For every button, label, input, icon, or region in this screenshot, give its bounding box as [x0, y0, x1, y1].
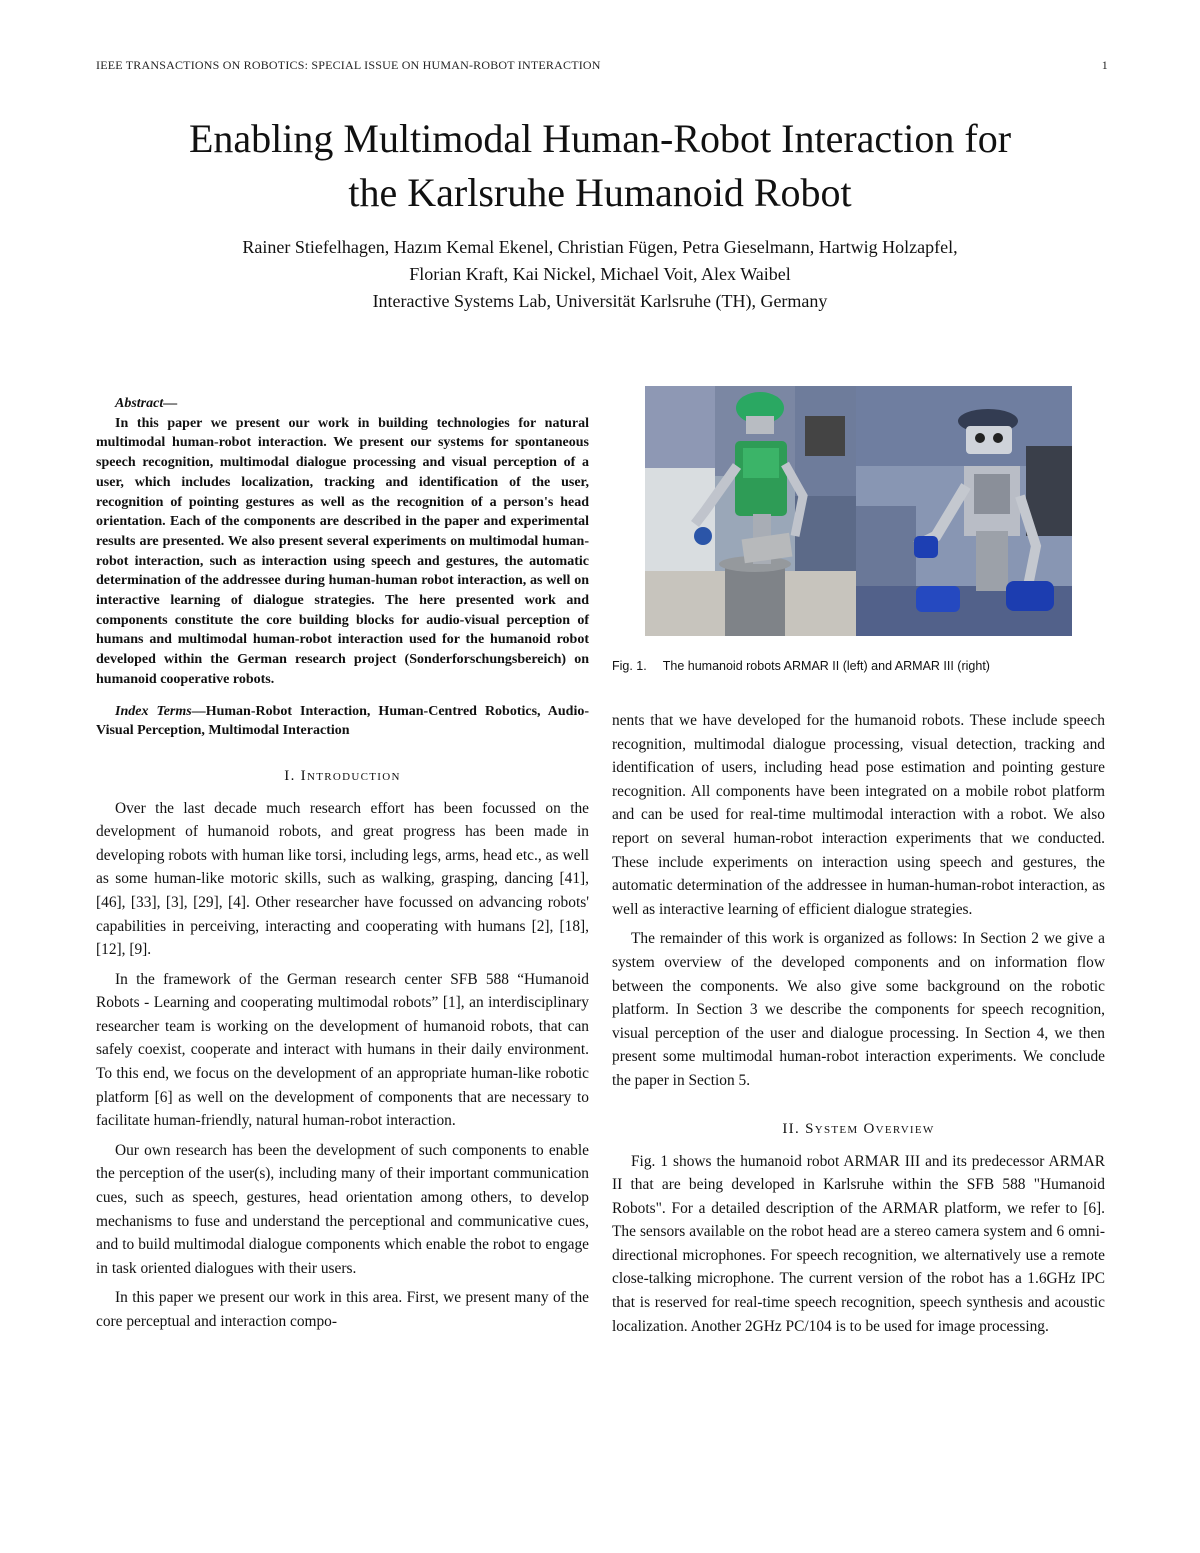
- armar-ii-photo: [645, 386, 859, 636]
- figure-1-label: Fig. 1.: [612, 659, 647, 673]
- system-overview-paragraph-1: Fig. 1 shows the humanoid robot ARMAR III and its predecessor ARMAR II that are being developed in Karlsruhe within the SFB 588 "Humanoid Robots". For a detailed description of the ARMAR platform, we refer to [6]. The sensors available on the robot head are a stereo camera system and 6 omni-directional microphones. For speech recognition, we alternatively use a remote close-talking microphone. The current version of the robot has a 1.6GHz IPC that is reserved for real-time speech recognition, speech synthesis and acoustic localization. Another 2GHz PC/104 is to be used for image processing.: [612, 1152, 1105, 1335]
- left-column: [96, 394, 589, 1334]
- paper-title: [60, 112, 1140, 220]
- running-header: [96, 58, 1108, 73]
- intro-continuation: nents that we have developed for the humanoid robots. These include speech recognition, multimodal dialogue processing, visual detection, tracking and identification of users, including head pose estimation and pointing gesture recognition. All components have been integrated on a mobile robot platform and can be used for real-time multimodal interaction with a robot. We also report on several human-robot interaction experiments that we conducted. These include experiments on interaction using speech and gestures, the automatic determination of the addressee in human-human-robot interaction, as well as interactive learning of efficient dialogue strategies.: [612, 712, 1105, 918]
- right-column: [612, 394, 1105, 1338]
- paper-title-line-2: the Karlsruhe Humanoid Robot: [348, 170, 852, 215]
- figure-1: [612, 394, 1105, 646]
- intro-paragraph-1: Over the last decade much research effort has been focussed on the development of humanoid robots, and great progress has been made in developing robots with human like torsi, including legs, arms, head etc., as well as some human-like motoric skills, such as walking, grasping, dancing [41], [46], [33], [3], [29], [4]. Other researcher have focussed on advancing robots' capabilities in perceiving, interacting and cooperating with humans [2], [18], [12], [9].: [96, 799, 589, 959]
- author-block: [60, 234, 1140, 315]
- armar-iii-photo: [856, 386, 1072, 636]
- paper-title-line-1: Enabling Multimodal Human-Robot Interaction for: [188, 116, 1012, 161]
- intro-paragraph-4: In this paper we present our work in this area. First, we present many of the core perceptual and interaction compo-: [96, 1289, 589, 1331]
- figure-1-caption-text: The humanoid robots ARMAR II (left) and ARMAR III (right): [662, 659, 990, 673]
- running-title: IEEE TRANSACTIONS ON ROBOTICS: SPECIAL ISSUE ON HUMAN-ROBOT INTERACTION: [96, 58, 601, 72]
- affiliation: Interactive Systems Lab, Universität Karlsruhe (TH), Germany: [372, 291, 828, 311]
- abstract-text: In this paper we present our work in building technologies for natural multimodal human-robot interaction. We present our systems for spontaneous speech recognition, multimodal dialogue processing and visual perception of a user, which includes localization, tracking and identification of the user, recognition of pointing gestures as well as the recognition of a person's head orientation. Each of the components are described in the paper and experimental results are presented. We also present several experiments on multimodal human-robot interaction, such as interaction using speech and gestures, the automatic determination of the addressee during human-human robot interaction, as well on interactive learning of dialogue strategies. The here presented work and components constitute the core building blocks for audio-visual perception of humans and multimodal human-robot interaction used for the humanoid robot developed within the German research project (Sonderforschungsbereich) on humanoid cooperative robots.: [96, 415, 589, 687]
- intro-paragraph-3: Our own research has been the development of such components to enable the perception of the user(s), including many of their important communication cues, such as speech, gestures, head orientation among others, to develop mechanisms to fuse and understand the perceptional and communicative cues, and to build multimodal dialogue components which enable the robot to engage in task oriented dialogues with their users.: [96, 1141, 589, 1277]
- author-list-line-2: Florian Kraft, Kai Nickel, Michael Voit, Alex Waibel: [409, 264, 791, 284]
- author-list-line-1: Rainer Stiefelhagen, Hazım Kemal Ekenel, Christian Fügen, Petra Gieselmann, Hartwig Holzapfel,: [242, 237, 958, 257]
- section-heading-introduction: I. Introduction: [284, 767, 401, 784]
- page-number: 1: [1101, 58, 1108, 72]
- abstract: [96, 394, 589, 690]
- intro-paragraph-2: In the framework of the German research center SFB 588 “Humanoid Robots - Learning and cooperating multimodal robots” [1], an interdisciplinary researcher team is working on the development of humanoid robots, that can safely coexist, cooperate and interact with humans in their daily environment. To this end, we focus on the development of an appropriate human-like robotic platform [6] as well on the development of components that are necessary to facilitate human-friendly, natural human-robot interaction.: [96, 970, 589, 1130]
- intro-outline-paragraph: The remainder of this work is organized as follows: In Section 2 we give a system overview of the developed components and on information flow between the components. We also give some background on the robotic platform. In Section 3 we describe the components for speech recognition, visual perception of the user and dialogue processing. In Section 4, we then present some multimodal human-robot interaction experiments. We conclude the paper in Section 5.: [612, 930, 1105, 1089]
- index-terms-text: Human-Robot Interaction, Human-Centred Robotics, Audio-Visual Perception, Multimodal Interaction: [96, 703, 590, 738]
- index-terms-label: Index Terms—: [115, 703, 206, 719]
- figure-1-caption: [612, 658, 1105, 675]
- section-heading-system-overview: II. System Overview: [782, 1120, 935, 1137]
- index-terms: [96, 702, 589, 740]
- abstract-label: Abstract—: [115, 396, 178, 411]
